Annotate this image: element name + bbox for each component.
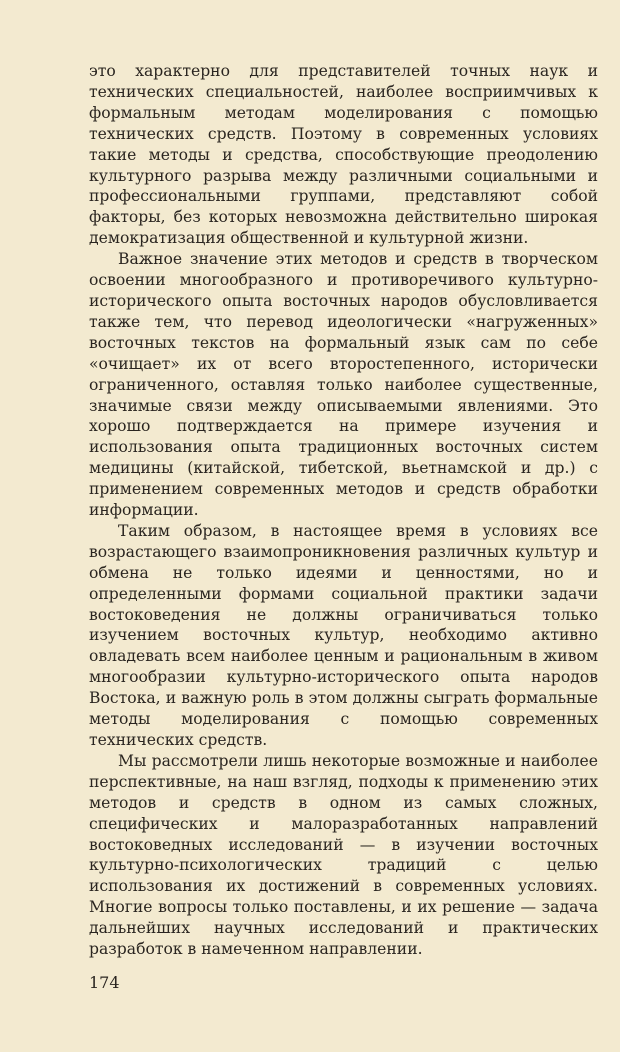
paragraph-1: это характерно для представителей точных наук и технических специальностей, наиболее восприимчивых к формальным методам моделирования с помощью технических средств. Поэтому в современных условиях такие методы и средства, способствующие преодолению культурного разрыва между различными социальными и профессиональными группами, представляют собой факторы, без которых невозможна действительно широкая демократизация общественной и культурной жизни. [89, 62, 598, 248]
page-number: 174 [89, 973, 120, 992]
paragraph-3: Таким образом, в настоящее время в условиях все возрастающего взаимопроникновения различных культур и обмена не только идеями и ценностями, но и определенными формами социальной практики задачи востоковедения не должны ограничиваться только изучением восточных культур, необходимо активно овладевать всем наиболее ценным и рациональным в живом многообразии культурно-исторического опыта народов Востока, и важную роль в этом должны сыграть формальные методы моделирования с помощью современных технических средств. [89, 521, 598, 749]
paragraph-4: Мы рассмотрели лишь некоторые возможные и наиболее перспективные, на наш взгляд, подходы к применению этих методов и средств в одном из самых сложных, специфических и малоразработанных направлений востоковедных исследований — в изучении восточных культурно-психологических традиций с целью использования их достижений в современных условиях. Многие вопросы только поставлены, и их решение — задача дальнейших научных исследований и практических разработок в намеченном направлении. [89, 751, 598, 959]
paragraph-2: Важное значение этих методов и средств в творческом освоении многообразного и противоречивого культурно-исторического опыта восточных народов обусловливается также тем, что перевод идеологически «нагруженных» восточных текстов на формальный язык сам по себе «очищает» их от всего второстепенного, исторически ограниченного, оставляя только наиболее существенные, значимые связи между описываемыми явлениями. Это хорошо подтверждается на примере изучения и использования опыта традиционных восточных систем медицины (китайской, тибетской, вьетнамской и др.) с применением современных методов и средств обработки информации. [89, 250, 598, 520]
body-text [89, 61, 598, 960]
